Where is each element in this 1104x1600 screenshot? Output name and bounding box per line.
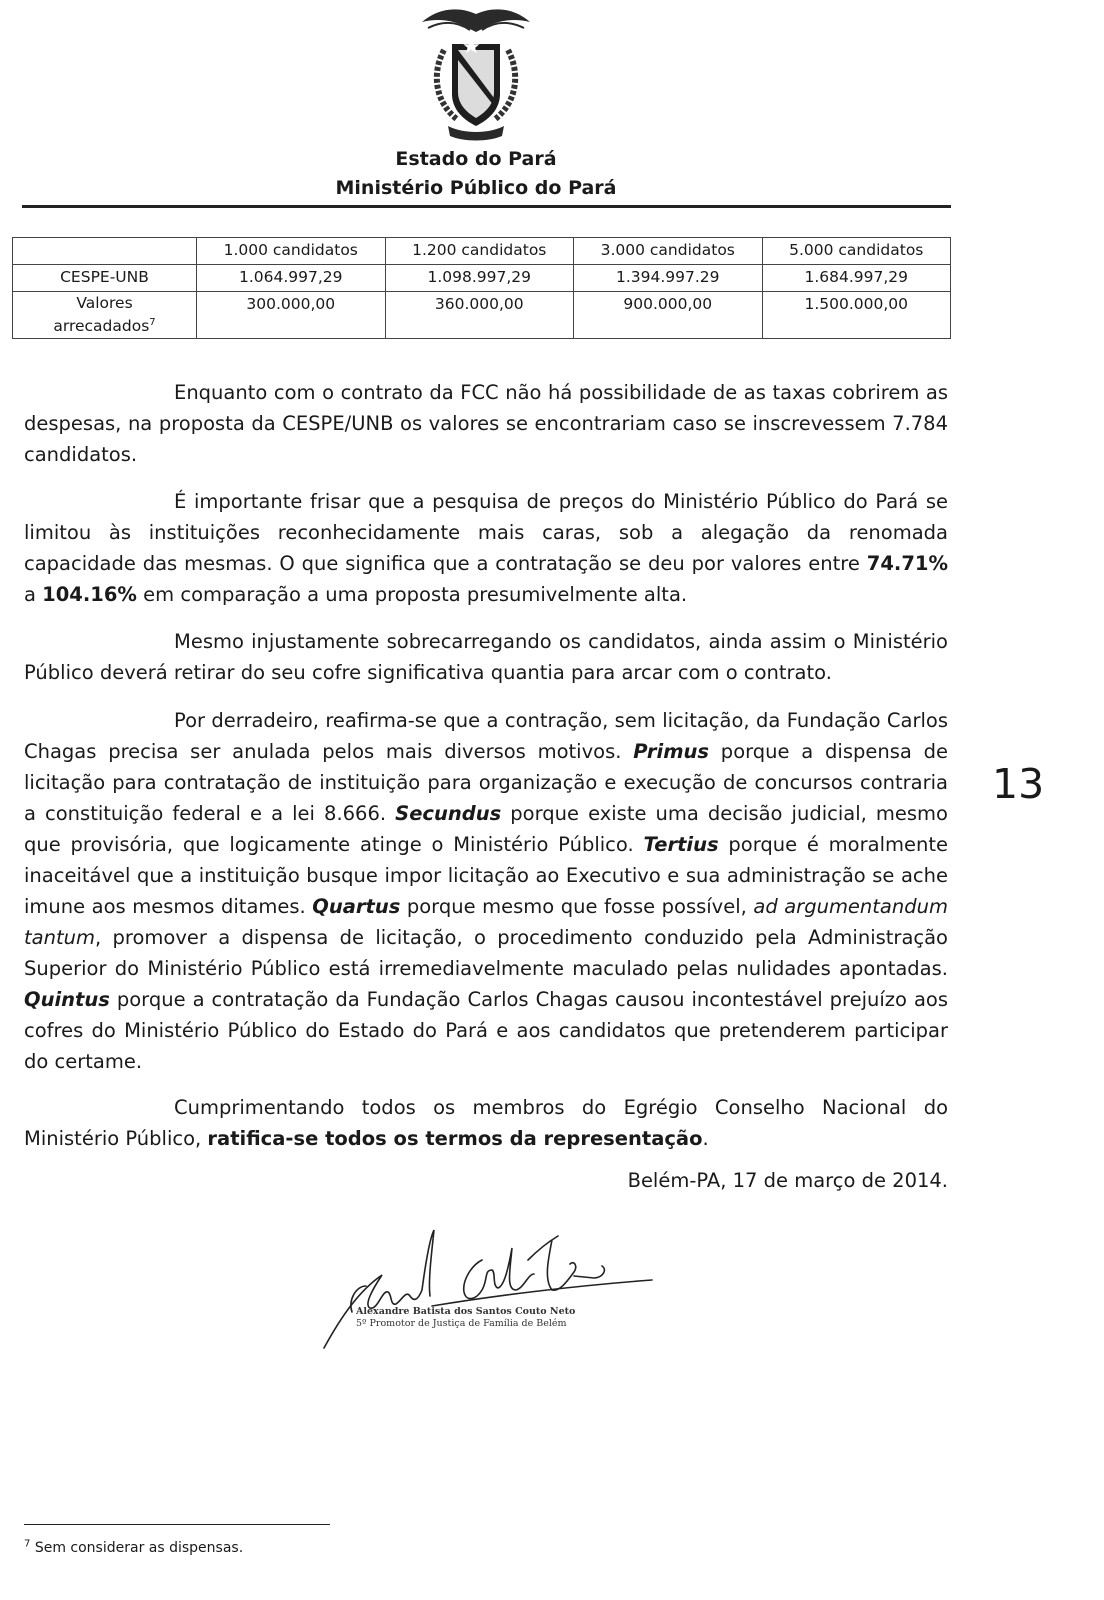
- footnote-divider: [24, 1524, 330, 1525]
- document-date: Belém-PA, 17 de março de 2014.: [627, 1169, 948, 1192]
- column-header: 1.200 candidatos: [385, 238, 574, 265]
- footnote-mark: 7: [149, 316, 156, 328]
- table-row: [13, 265, 951, 292]
- paragraph-4-text: porque a contratação da Fundação Carlos Chagas causou incontestável prejuízo aos cofres do Ministério Público do Estado do Pará e aos candidatos que pretenderem participar do certame.: [24, 988, 948, 1073]
- row-label: [13, 292, 197, 339]
- percentage-low: 74.71%: [866, 552, 948, 575]
- term-primus: Primus: [633, 740, 710, 763]
- paragraph-3: Mesmo injustamente sobrecarregando os candidatos, ainda assim o Ministério Público deverá retirar do seu cofre significativa quantia para arcar com o contrato.: [24, 630, 948, 684]
- paragraph-5: [24, 1092, 948, 1154]
- footnote-number: 7: [24, 1538, 31, 1550]
- signer-role: 5º Promotor de Justiça de Família de Belém: [356, 1318, 567, 1329]
- paragraph-2-text: em comparação a uma proposta presumivelmente alta.: [136, 583, 688, 606]
- footnote: [24, 1540, 243, 1556]
- paragraph-4-text: porque existe uma decisão judicial, mesmo que provisória, que logicamente atinge o Ministério Público.: [24, 802, 948, 856]
- paragraph-5-text: .: [702, 1127, 709, 1150]
- signature-icon: [312, 1220, 662, 1360]
- signer-name: Alexandre Batista dos Santos Couto Neto: [356, 1306, 576, 1317]
- latin-phrase: ad argumentandum tantum: [24, 895, 948, 949]
- term-quartus: Quartus: [312, 895, 401, 918]
- table-corner-cell: [13, 238, 197, 265]
- paragraph-2-text: a: [24, 583, 43, 606]
- paragraph-4-text: , promover a dispensa de licitação, o procedimento conduzido pela Administração Superior do Ministério Público está irremediavelmente maculado pelas nulidades apontadas.: [24, 926, 948, 980]
- table-cell: 360.000,00: [385, 292, 574, 339]
- column-header: 3.000 candidatos: [574, 238, 763, 265]
- percentage-high: 104.16%: [42, 583, 137, 606]
- column-header: 1.000 candidatos: [197, 238, 386, 265]
- cost-comparison-table: [12, 237, 951, 339]
- table-cell: 900.000,00: [574, 292, 763, 339]
- term-secundus: Secundus: [395, 802, 502, 825]
- ratification-text: ratifica-se todos os termos da representação: [207, 1127, 703, 1150]
- table-cell: 1.098.997,29: [385, 265, 574, 292]
- column-header: 5.000 candidatos: [762, 238, 951, 265]
- table-cell: 1.064.997,29: [197, 265, 386, 292]
- table-cell: 1.684.997,29: [762, 265, 951, 292]
- paragraph-4: [24, 705, 948, 1077]
- paragraph-1: Enquanto com o contrato da FCC não há possibilidade de as taxas cobrirem as despesas, na proposta da CESPE/UNB os valores se encontrariam caso se inscrevessem 7.784 candidatos.: [24, 381, 948, 466]
- paragraph-4-text: porque mesmo que fosse possível,: [400, 895, 754, 918]
- table-cell: 1.394.997.29: [574, 265, 763, 292]
- paragraph-2: [24, 486, 948, 610]
- paragraph-2-text: É importante frisar que a pesquisa de preços do Ministério Público do Pará se limitou às instituições reconhecidamente mais caras, sob a alegação da renomada capacidade das mesmas. O que significa que a contratação se deu por valores entre: [24, 490, 948, 575]
- page-number: 13: [992, 760, 1045, 808]
- paragraph-4-text: porque a dispensa de licitação para contratação de instituição para organização e execução de concursos contraria a constituição federal e a lei 8.666.: [24, 740, 948, 825]
- header-state: Estado do Pará: [395, 148, 557, 170]
- row-label: CESPE-UNB: [13, 265, 197, 292]
- coat-of-arms-icon: [418, 2, 534, 142]
- header-divider: [22, 205, 951, 208]
- paragraph-4-text: Por derradeiro, reafirma-se que a contração, sem licitação, da Fundação Carlos Chagas precisa ser anulada pelos mais diversos motivos.: [24, 709, 948, 763]
- paragraph-5-text: Cumprimentando todos os membros do Egrégio Conselho Nacional do Ministério Público,: [24, 1096, 948, 1150]
- table-header-row: [13, 238, 951, 265]
- term-tertius: Tertius: [643, 833, 719, 856]
- table-row: [13, 292, 951, 339]
- term-quintus: Quintus: [24, 988, 110, 1011]
- signature-caption: [356, 1306, 575, 1330]
- paragraph-4-text: porque é moralmente inaceitável que a instituição busque impor licitação ao Executivo e sua administração se ache imune aos mesmos ditames.: [24, 833, 948, 918]
- row-label-text: Valores arrecadados: [53, 294, 150, 335]
- table-cell: 1.500.000,00: [762, 292, 951, 339]
- table-cell: 300.000,00: [197, 292, 386, 339]
- header-office: Ministério Público do Pará: [335, 177, 617, 199]
- footnote-text: Sem considerar as dispensas.: [34, 1540, 244, 1556]
